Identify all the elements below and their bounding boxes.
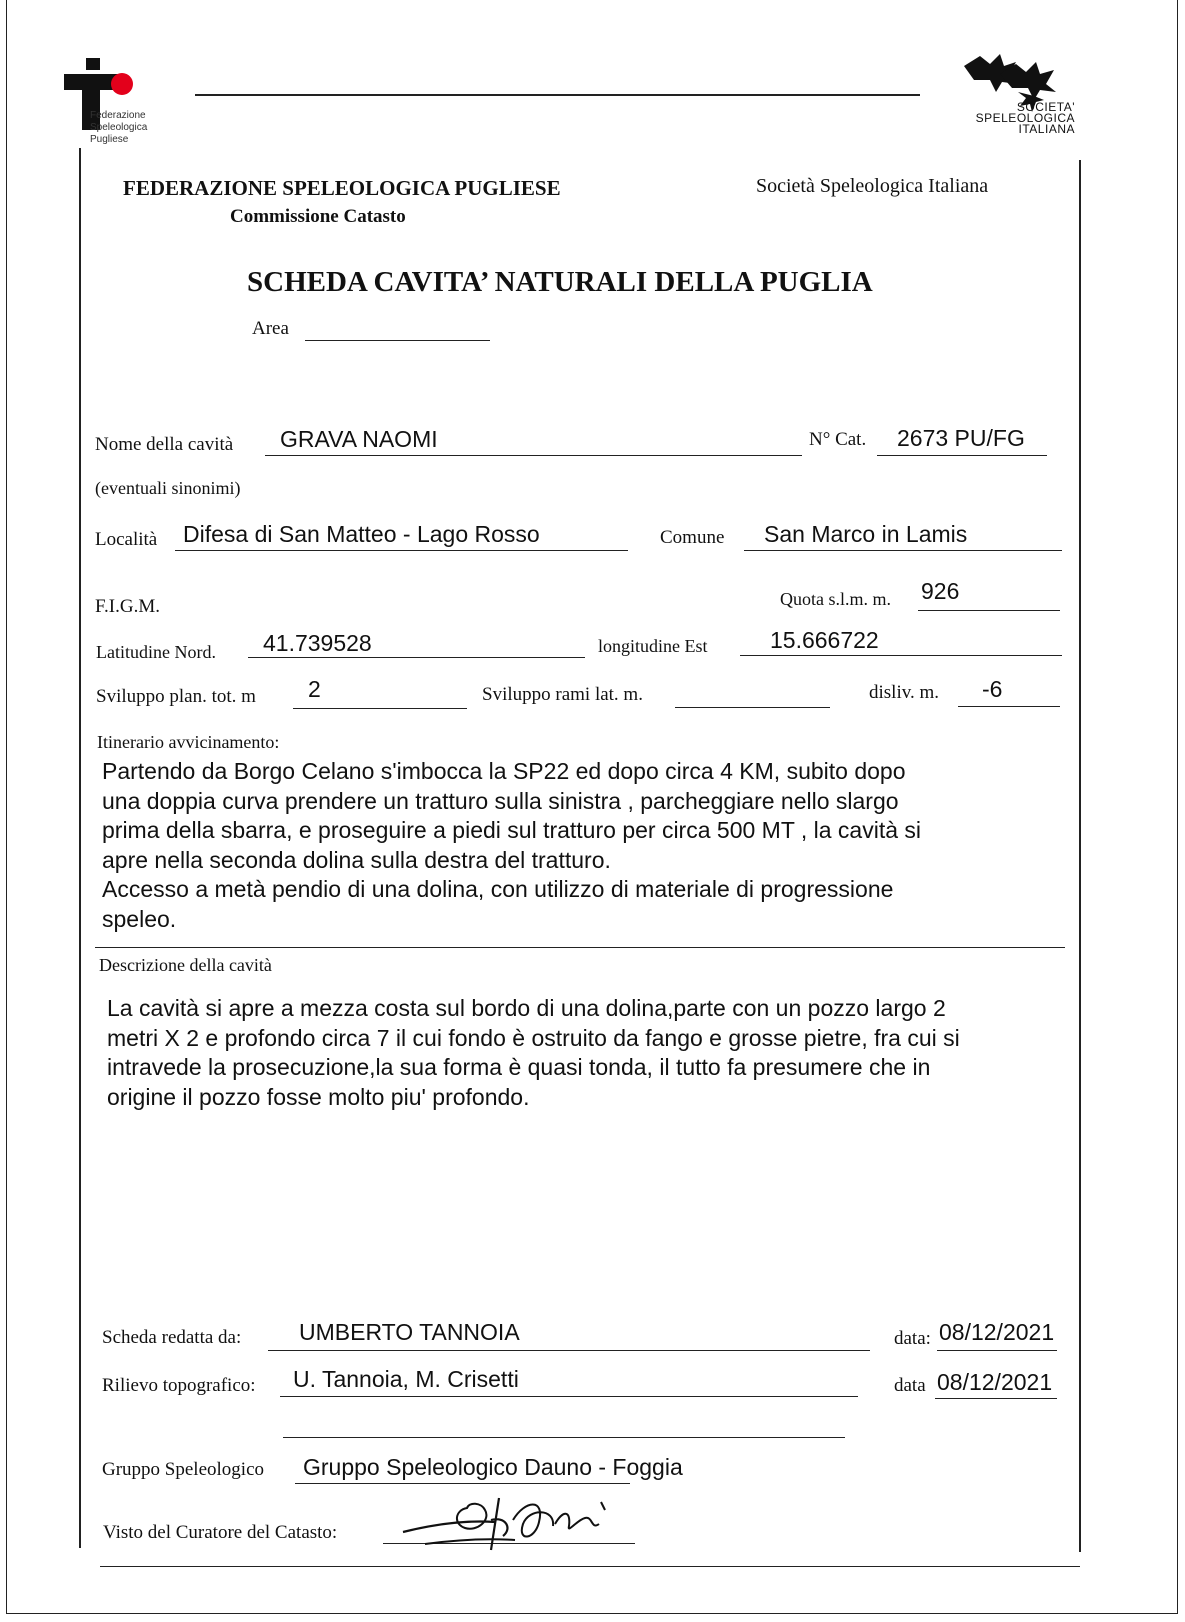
ncat-label: N° Cat. (809, 429, 867, 450)
gruppo-value: Gruppo Speleologico Dauno - Foggia (303, 1454, 683, 1480)
org-subtitle: Commissione Catasto (230, 206, 406, 227)
localita-field-line[interactable] (175, 550, 628, 551)
descrizione-line: metri X 2 e profondo circa 7 il cui fondo è ostruito da fango e grosse pietre, fra cui si (107, 1024, 960, 1051)
ssi-name: Società Speleologica Italiana (756, 175, 989, 197)
itinerario-text (102, 757, 1062, 934)
form-title: SCHEDA CAVITA’ NATURALI DELLA PUGLIA (247, 266, 873, 298)
inner-bottom-border (100, 1566, 1080, 1567)
itinerario-label: Itinerario avvicinamento: (97, 732, 280, 752)
comune-value: San Marco in Lamis (764, 521, 968, 547)
curator-signature (395, 1480, 625, 1560)
data1-field-line[interactable] (937, 1350, 1057, 1351)
localita-label: Località (95, 529, 158, 550)
lon-label: longitudine Est (598, 636, 708, 656)
ssi-logo-line-1: SOCIETA' (1016, 100, 1075, 114)
rilievo-value: U. Tannoia, M. Crisetti (293, 1366, 519, 1392)
sinonimi-label: (eventuali sinonimi) (95, 478, 241, 498)
visto-label: Visto del Curatore del Catasto: (103, 1522, 338, 1543)
rilievo-label: Rilievo topografico: (102, 1375, 256, 1396)
ssi-logo-line-3: ITALIANA (1018, 122, 1075, 136)
inner-right-border (1079, 160, 1081, 1552)
svil-plan-label: Sviluppo plan. tot. m (96, 686, 256, 707)
descrizione-text (107, 994, 1067, 1112)
redatta-value: UMBERTO TANNOIA (299, 1319, 520, 1345)
lat-field-line[interactable] (248, 657, 585, 658)
header-rule (195, 94, 920, 96)
fsp-logo-line-1: Federazione (90, 110, 146, 121)
svil-plan-value: 2 (308, 676, 321, 702)
ssi-logo-line-2: SPELEOLOGICA (975, 111, 1075, 125)
section-divider (95, 947, 1065, 948)
ncat-field-line[interactable] (877, 455, 1047, 456)
data2-field-line[interactable] (935, 1398, 1057, 1399)
disliv-field-line[interactable] (958, 706, 1060, 707)
data2-label: data (894, 1375, 926, 1396)
localita-value: Difesa di San Matteo - Lago Rosso (183, 521, 540, 547)
itinerario-line: speleo. (102, 905, 177, 932)
disliv-label: disliv. m. (869, 682, 940, 703)
itinerario-line: apre nella seconda dolina sulla destra del tratturo. (102, 846, 611, 873)
itinerario-line: prima della sbarra, e proseguire a piedi sul tratturo per circa 500 MT , la cavità si (102, 817, 922, 843)
descrizione-line: La cavità si apre a mezza costa sul bordo di una dolina,parte con un pozzo largo 2 (107, 995, 946, 1021)
lat-label: Latitudine Nord. (96, 642, 216, 662)
quota-label: Quota s.l.m. m. (780, 589, 891, 609)
ncat-value: 2673 PU/FG (897, 425, 1025, 451)
ssi-logo (960, 52, 1120, 147)
descrizione-line: origine il pozzo fosse molto piu' profondo. (107, 1083, 530, 1110)
figm-label: F.I.G.M. (95, 596, 160, 617)
quota-value: 926 (921, 578, 960, 604)
quota-field-line[interactable] (918, 610, 1060, 611)
gruppo-label: Gruppo Speleologico (102, 1459, 265, 1480)
nome-value: GRAVA NAOMI (280, 426, 438, 452)
data2-value: 08/12/2021 (937, 1369, 1053, 1395)
area-field[interactable] (305, 340, 490, 341)
svil-rami-label: Sviluppo rami lat. m. (482, 684, 643, 705)
fsp-logo-line-2: Speleologica (90, 122, 148, 133)
inner-left-border (79, 148, 81, 1548)
org-title: FEDERAZIONE SPELEOLOGICA PUGLIESE (123, 176, 561, 200)
itinerario-line: una doppia curva prendere un tratturo sulla sinistra , parcheggiare nello slargo (102, 787, 899, 814)
disliv-value: -6 (982, 676, 1003, 702)
itinerario-line: Accesso a metà pendio di una dolina, con utilizzo di materiale di progressione (102, 876, 894, 902)
svil-plan-field-line[interactable] (293, 708, 467, 709)
redatta-field-line[interactable] (268, 1350, 870, 1351)
lon-value: 15.666722 (770, 627, 879, 653)
itinerario-line: Partendo da Borgo Celano s'imbocca la SP22 ed dopo circa 4 KM, subito dopo (102, 758, 906, 784)
lon-field-line[interactable] (740, 655, 1062, 656)
descrizione-line: intravede la prosecuzione,la sua forma è quasi tonda, il tutto fa presumere che in (107, 1054, 931, 1080)
rilievo-field-line[interactable] (280, 1396, 858, 1397)
svil-rami-field-line[interactable] (675, 707, 830, 708)
blank-field-line[interactable] (283, 1437, 845, 1438)
area-label: Area (252, 318, 289, 339)
fsp-logo-line-3: Pugliese (90, 134, 129, 145)
data1-label: data: (894, 1328, 931, 1349)
comune-field-line[interactable] (744, 550, 1062, 551)
nome-field-line[interactable] (265, 455, 802, 456)
nome-label: Nome della cavità (95, 434, 234, 455)
descrizione-label: Descrizione della cavità (99, 955, 272, 975)
data1-value: 08/12/2021 (939, 1319, 1055, 1345)
lat-value: 41.739528 (263, 630, 372, 656)
comune-label: Comune (660, 527, 725, 548)
fsp-logo (60, 58, 170, 153)
redatta-label: Scheda redatta da: (102, 1327, 242, 1348)
